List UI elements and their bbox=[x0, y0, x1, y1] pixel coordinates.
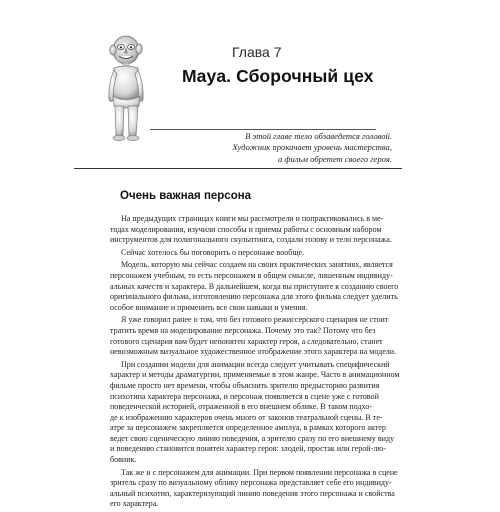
section-heading: Очень важная персона bbox=[120, 190, 252, 202]
body-line: особое внимание и применить все свои навыки и умения. bbox=[110, 302, 308, 312]
body-text bbox=[110, 214, 406, 512]
body-line: оригинального фильма, изготовлению персонажа для этого фильма следует уделить bbox=[110, 292, 398, 302]
body-paragraph bbox=[110, 468, 406, 510]
body-paragraph bbox=[110, 260, 406, 313]
body-line: фильме просто нет времени, чтобы объяснить зрителю предысторию развития bbox=[110, 380, 380, 390]
body-line: альных качеств и характера. В дальнейшем, когда вы приступите к созданию своего bbox=[110, 281, 399, 291]
body-paragraph bbox=[110, 315, 406, 357]
body-line: тратить время на моделирование персонажа. Почему это так? Потому что без bbox=[110, 325, 376, 335]
body-line: де к изображению характеров очень много от законов театральной сцены. В те- bbox=[110, 412, 383, 422]
mascot-torso bbox=[112, 66, 140, 99]
epigraph-line: Художник прокачает уровень мастерства, bbox=[232, 142, 392, 153]
body-line: зритель сразу по визуальному облику персонажа представляет себе его индивиду- bbox=[110, 478, 392, 488]
body-line: характер и методы драматургии, применяемые в этом жанре. Часто в анимационном bbox=[110, 370, 400, 380]
chapter-title: Maya. Сборочный цех bbox=[182, 66, 374, 86]
mascot-head bbox=[110, 36, 142, 64]
body-line: Я уже говорил ранее о том, что без готового режиссерского сценария не стоит bbox=[121, 315, 389, 325]
body-line: тодах моделирования, изучили способы и приемы работы с основным набором bbox=[110, 224, 382, 234]
body-line: психотипа характера персонажа, и персонаж появляется в сцене уже с готовой bbox=[110, 391, 379, 401]
body-line: невозможным визуальное художественное отображение этого характера на модели. bbox=[110, 347, 397, 357]
body-line: готового сценария вам будет непонятен характер героя, а следовательно, станет bbox=[110, 336, 383, 346]
body-line: Модель, которую мы сейчас создаем на своих практических занятиях, является bbox=[121, 260, 393, 270]
body-line: ведет свою сценическую линию поведения, а зрителю сразу по его внешнему виду bbox=[110, 433, 395, 443]
chapter-number: Глава 7 bbox=[232, 44, 282, 60]
body-paragraph bbox=[110, 248, 406, 259]
epigraph-line: В этой главе тело обзаведется головой. bbox=[245, 131, 392, 141]
body-line: При создании модели для анимации всегда следует учитывать специфический bbox=[121, 359, 390, 369]
body-paragraph bbox=[110, 214, 406, 246]
epigraph-top-rule bbox=[150, 129, 376, 130]
body-line: Сейчас хотелось бы поговорить о персонаже вообще. bbox=[121, 247, 305, 257]
body-line: Так же и с персонажем для анимации. При первом появлении персонажа в сцене bbox=[121, 467, 398, 477]
body-line: На предыдущих страницах книги мы рассмотрели и попрактиковались в ме- bbox=[121, 214, 384, 223]
body-line: персонажем учебным, то есть персонажем в общем смысле, лишенным индивиду- bbox=[110, 270, 393, 280]
epigraph-line: а фильм обретет своего героя. bbox=[277, 153, 392, 164]
body-line: альный психотип, характеризующий линию поведения этого персонажа и свойства bbox=[110, 488, 395, 498]
body-line: бовник. bbox=[110, 455, 137, 465]
body-line: его характера. bbox=[110, 499, 159, 509]
body-line: поведенческой историей, отраженной в его внешнем облике. В таком подхо- bbox=[110, 402, 372, 412]
body-line: и поведению становится понятен характер героя: злодей, простак или герой-лю- bbox=[110, 444, 386, 454]
mascot-figure-illustration bbox=[100, 34, 162, 142]
body-paragraph bbox=[110, 360, 406, 466]
body-line: инструментов для полигонального скульптинга, создали голову и тело персонажа. bbox=[110, 235, 392, 245]
body-line: атре за персонажем закрепляется определенное амплуа, в рамках которого актер bbox=[110, 423, 386, 433]
epigraph-bottom-rule bbox=[74, 168, 402, 169]
epigraph bbox=[130, 131, 392, 165]
